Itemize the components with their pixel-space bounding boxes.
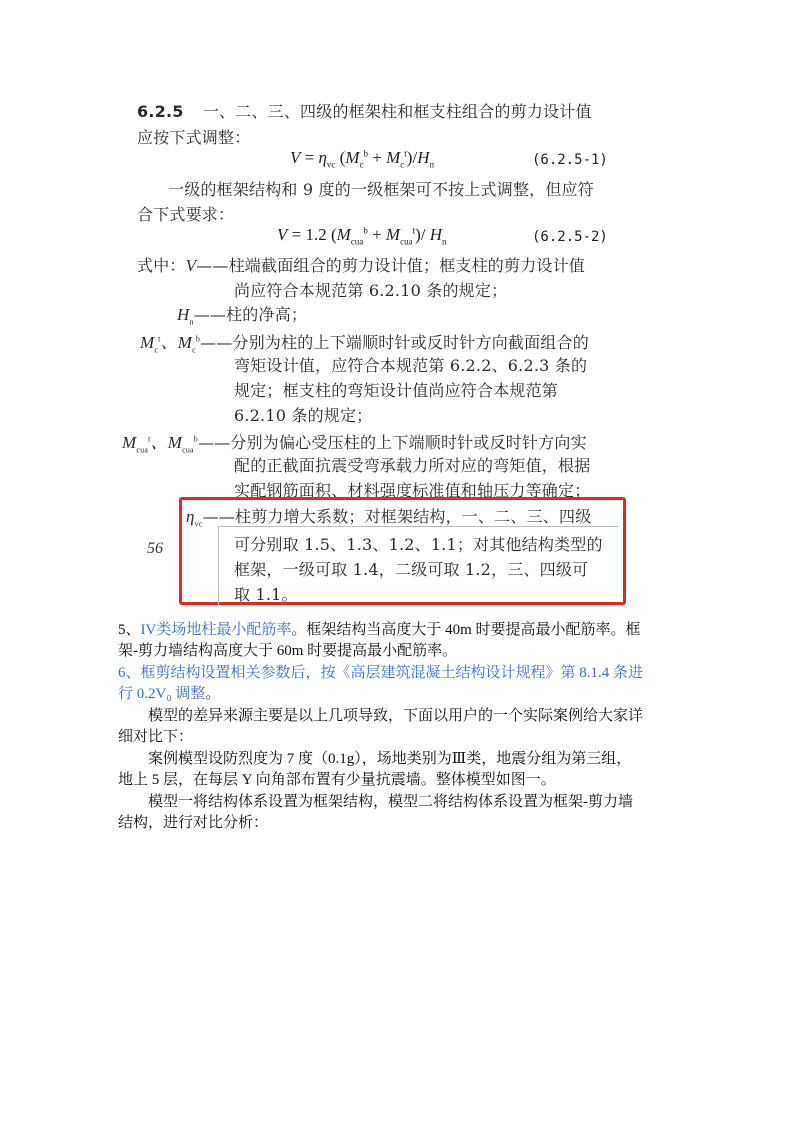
formula-2-number: (6.2.5-2) — [532, 229, 608, 245]
item-5-text-1: 。框架结构当高度大于 40m 时要提高最小配筋率。框 — [291, 622, 641, 638]
where-eta — [186, 504, 591, 528]
clause-heading — [137, 99, 592, 122]
formula-2: V = 1.2 $(M_{cua}^b + M_{cua}^t)/$ $H_n$ — [277, 225, 447, 247]
symbol-eta-vc: $\eta_{vc}$ — [186, 507, 203, 529]
symbol-V: V — [185, 256, 197, 275]
V-desc-1: ——柱端截面组合的剪力设计值；框支柱的剪力设计值 — [196, 256, 586, 275]
page-number: 56 — [147, 540, 163, 557]
note-1-line-1: 一级的框架结构和 9 度的一级框架可不按上式调整，但应符 — [168, 180, 594, 199]
Mcua-desc-1: ——分别为偏心受压柱的上下端顺时针或反时针方向实 — [197, 433, 587, 452]
where-Mc — [140, 328, 589, 354]
formula-1-number: (6.2.5-1) — [532, 152, 608, 168]
item-6-line-1 — [118, 661, 643, 682]
Mc-desc-4: 6.2.10 条的规定； — [234, 406, 373, 425]
Mcua-desc-3: 实配钢筋面积、材料强度标准值和轴压力等确定； — [234, 481, 591, 500]
Mc-desc-1: ——分别为柱的上下端顺时针或反时针方向截面组合的 — [200, 333, 589, 352]
item-5-line-2: 架-剪力墙结构高度大于 60m 时要提高最小配筋率。 — [118, 643, 458, 659]
item-6-end: 。 — [205, 686, 221, 702]
eta-desc-2: 可分别取 1.5、1.3、1.2、1.1；对其他结构类型的 — [234, 535, 603, 554]
item-6-number: 6、 — [118, 665, 141, 681]
note-1-line-2: 合下式要求： — [137, 205, 235, 224]
para-1-line-1: 模型的差异来源主要是以上几项导致，下面以用户的一个实际案例给大家详 — [148, 708, 644, 724]
para-3-line-2: 结构，进行对比分析： — [118, 815, 269, 831]
para-2-line-1: 案例模型设防烈度为 7 度（0.1g），场地类别为Ⅲ类，地震分组为第三组， — [148, 751, 632, 767]
item-5-link[interactable]: IV类场地柱最小配筋率 — [140, 622, 292, 638]
item-5-number: 5、 — [118, 622, 141, 638]
clause-number: 6.2.5 — [137, 102, 184, 121]
where-prefix: 式中： — [137, 256, 186, 275]
eta-desc-4: 取 1.1。 — [234, 585, 298, 604]
where-V — [137, 253, 585, 276]
para-1-line-2: 细对比下： — [118, 729, 194, 745]
V-desc-2: 尚应符合本规范第 6.2.10 条的规定； — [234, 281, 508, 300]
item-5-line-1 — [118, 618, 641, 639]
formula-1: $V = \eta_{vc}$ $(M_c^b + M_c^t)/H_n$ — [290, 148, 434, 170]
where-Hn — [177, 302, 307, 326]
symbol-Hn: $H_n$ — [177, 305, 194, 327]
Mc-desc-2: 弯矩设计值，应符合本规范第 6.2.2、6.2.3 条的 — [234, 356, 588, 375]
where-Mcua — [122, 428, 587, 454]
Hn-desc: ——柱的净高； — [193, 305, 308, 324]
item-6-line-2 — [118, 682, 220, 703]
Mc-desc-3: 规定；框支柱的弯矩设计值尚应符合本规范第 — [234, 381, 559, 400]
item-6-link-1[interactable]: 框剪结构设置相关参数后，按《高层建筑混凝土结构设计规程》第 8.1.4 条进 — [140, 665, 644, 681]
eta-desc-3: 框架，一级可取 1.4，二级可取 1.2，三、四级可 — [234, 560, 589, 579]
para-2-line-2: 地上 5 层，在每层 Y 向角部布置有少量抗震墙。整体模型如图一。 — [118, 772, 556, 788]
symbol-Mc: $M_c^t$、$M_c^b$ — [140, 333, 201, 355]
clause-title: 一、二、三、四级的框架柱和框支柱组合的剪力设计值 — [202, 102, 592, 121]
eta-desc-1: ——柱剪力增大系数；对框架结构，一、二、三、四级 — [202, 507, 592, 526]
para-3-line-1: 模型一将结构体系设置为框架结构，模型二将结构体系设置为框架-剪力墙 — [148, 794, 633, 810]
inner-divider-vertical — [218, 527, 219, 605]
item-6-link-2[interactable]: 行 0.2V₀ 调整 — [118, 686, 206, 702]
clause-title-cont: 应按下式调整： — [137, 128, 251, 147]
Mcua-desc-2: 配的正截面抗震受弯承载力所对应的弯矩值，根据 — [234, 456, 591, 475]
symbol-Mcua: $M_{cua}^t$、$M_{cua}^b$ — [122, 433, 198, 455]
